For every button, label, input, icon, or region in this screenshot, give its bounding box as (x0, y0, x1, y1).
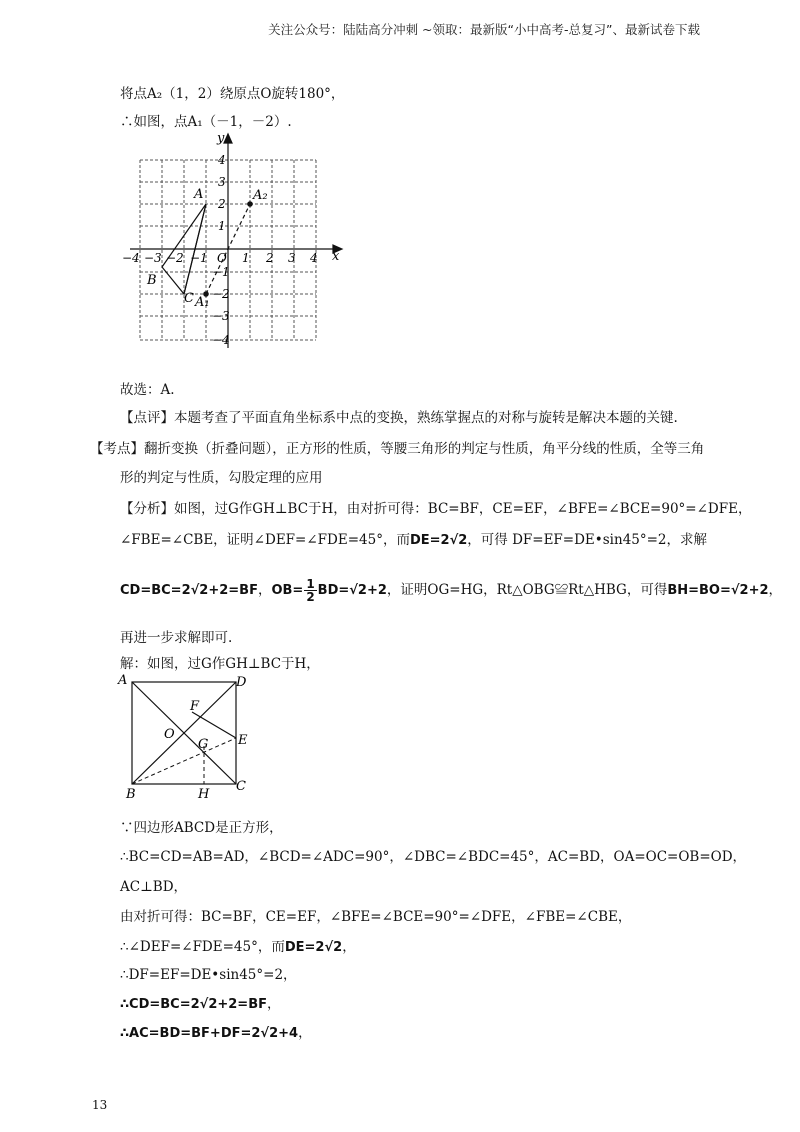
y-axis-label: y (217, 131, 225, 146)
point-label-e: E (238, 733, 248, 748)
point-label-c: C (184, 291, 194, 306)
y-tick: −4 (212, 333, 230, 347)
page-header: 关注公众号：陆陆高分冲刺 ~领取：最新版“小中高考-总复习”、最新试卷下载 (268, 22, 700, 37)
text-segment: ，可得 DF=EF=DE•sin45°=2，求解 (467, 532, 708, 548)
text-segment: ∠FBE=∠CBE，证明∠DEF=∠FDE=45°，而 (120, 532, 410, 548)
y-tick: −3 (212, 309, 230, 323)
text-line: ∴BC=CD=AB=AD，∠BCD=∠ADC=90°，∠DBC=∠BDC=45°，AC=BD，OA=OC=OB=OD， (120, 849, 747, 865)
vertex-label-a: A (118, 673, 128, 688)
text-segment: ， (257, 582, 272, 598)
text-segment: ，证明OG=HG，Rt△OBG≌Rt△HBG，可得 (386, 582, 668, 598)
point-label-a: A (194, 187, 204, 202)
fraction-denominator: 2 (306, 590, 315, 604)
y-tick: 2 (218, 197, 226, 211)
math-expression: ∴CD=BC=2√2+2=BF (120, 997, 267, 1012)
text-line: AC⊥BD， (120, 879, 188, 895)
math-expression: OB= (271, 583, 304, 598)
x-tick: −4 (122, 251, 140, 265)
text-line: 形的判定与性质，勾股定理的应用 (120, 470, 323, 486)
point-label-o: O (164, 727, 175, 742)
text-line: ∴DF=EF=DE•sin45°=2， (120, 967, 297, 983)
x-tick: 2 (266, 251, 274, 265)
math-expression: DE=2√2 (409, 533, 468, 548)
text-line: 再进一步求解即可. (120, 630, 233, 646)
point-label-b: B (147, 273, 157, 288)
page-number: 13 (92, 1098, 108, 1112)
y-tick: 3 (218, 175, 226, 189)
x-tick: −3 (144, 251, 162, 265)
fraction (304, 578, 316, 603)
point-label-h: H (198, 787, 210, 802)
text-line: ∴如图，点A₁（－1，－2）. (120, 114, 292, 130)
text-line (120, 935, 356, 955)
x-tick: −1 (190, 251, 208, 265)
math-expression: BD=√2+2 (317, 583, 387, 598)
text-line: 由对折可得：BC=BF，CE=EF，∠BFE=∠BCE=90°=∠DFE，∠FBE=∠CBE， (120, 909, 632, 925)
origin-label: O (217, 251, 227, 265)
math-expression: CD=BC=2√2+2=BF (120, 583, 258, 598)
y-tick: −1 (212, 265, 230, 279)
text-segment: ∴∠DEF=∠FDE=45°，而 (120, 939, 285, 955)
text-line (120, 528, 707, 548)
y-tick: 1 (218, 219, 226, 233)
text-segment: ， (267, 996, 281, 1012)
point-label-a1: A₁ (195, 295, 210, 310)
text-line: ∵四边形ABCD是正方形， (120, 820, 283, 836)
square-figure (112, 672, 272, 812)
text-line: 解：如图，过G作GH⊥BC于H， (120, 656, 320, 672)
point-label-g: G (198, 737, 209, 752)
text-line (120, 578, 782, 603)
text-line: 故选：A. (120, 382, 175, 398)
math-expression: BH=BO=√2+2 (667, 583, 769, 598)
text-line (120, 992, 281, 1012)
text-segment: ， (342, 939, 356, 955)
text-line: 【考点】翻折变换（折叠问题），正方形的性质，等腰三角形的判定与性质，角平分线的性质，全等三角 (90, 441, 705, 457)
y-tick: −2 (212, 287, 230, 301)
text-segment: ， (298, 1025, 312, 1041)
x-tick: 4 (310, 251, 318, 265)
math-expression: DE=2√2 (284, 940, 343, 955)
math-expression: ∴AC=BD=BF+DF=2√2+4 (120, 1026, 299, 1041)
point-label-f: F (190, 699, 200, 714)
x-axis-label: x (332, 249, 340, 264)
x-tick: −2 (166, 251, 184, 265)
text-line (120, 1021, 312, 1041)
y-tick: 4 (218, 153, 226, 167)
text-line: 【分析】如图，过G作GH⊥BC于H，由对折可得：BC=BF，CE=EF，∠BFE=∠BCE=90°=∠DFE， (120, 501, 752, 517)
coordinate-figure (120, 130, 350, 350)
vertex-label-d: D (236, 675, 247, 690)
text-line: 【点评】本题考查了平面直角坐标系中点的变换，熟练掌握点的对称与旋转是解决本题的关键. (120, 410, 678, 426)
x-tick: 3 (288, 251, 296, 265)
x-tick: 1 (242, 251, 250, 265)
vertex-label-b: B (126, 787, 136, 802)
vertex-label-c: C (236, 779, 246, 794)
text-line: 将点A₂（1，2）绕原点O旋转180°， (120, 86, 345, 102)
point-label-a2: A₂ (253, 188, 268, 203)
fraction-numerator: 1 (306, 577, 315, 591)
text-segment: ， (768, 582, 783, 598)
